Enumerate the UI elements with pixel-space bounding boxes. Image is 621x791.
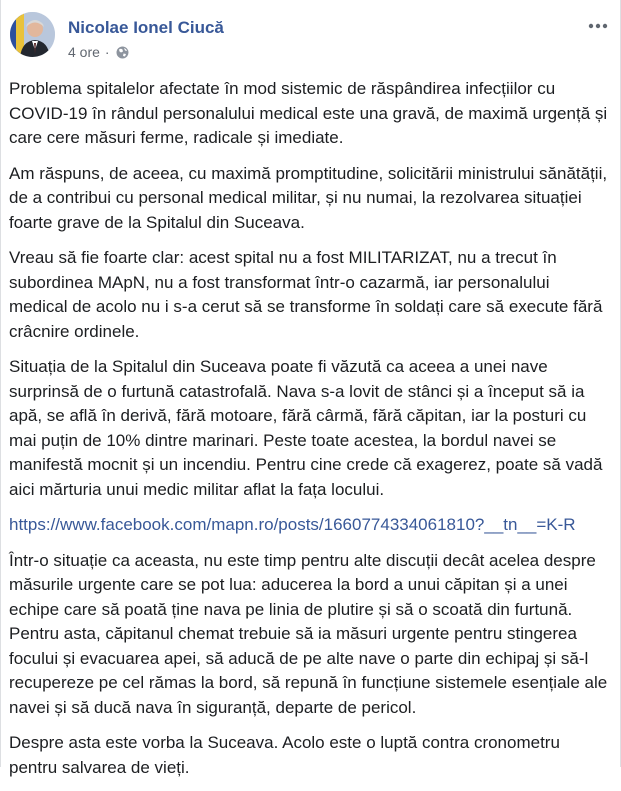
post-meta: [68, 44, 129, 60]
avatar[interactable]: [10, 12, 55, 57]
post-paragraph-6: Despre asta este vorba la Suceava. Acolo este o luptă contra cronometru pentru salvarea de vieți.: [9, 733, 560, 777]
globe-icon[interactable]: [116, 46, 129, 59]
post-paragraph-3: Vreau să fie foarte clar: acest spital nu a fost MILITARIZAT, nu a trecut în subordinea MApN, nu a fost transformat într-o cazarmă, iar personalului medical de acolo nu i s-a cerut să se transforme în soldați care să execute fără crâcnire ordinele.: [9, 248, 603, 341]
meta-separator: ·: [104, 44, 110, 60]
author-name-link[interactable]: Nicolae Ionel Ciucă: [68, 18, 224, 37]
post-paragraph-1: Problema spitalelor afectate în mod sistemic de răspândirea infecțiilor cu COVID-19 în rândul personalului medical este una gravă, de maximă urgență și care cere măsuri ferme, radicale și imediate.: [9, 79, 608, 147]
external-link[interactable]: https://www.facebook.com/mapn.ro/posts/1660774334061810?__tn__=K-R: [9, 515, 576, 534]
more-options-icon[interactable]: [583, 14, 613, 38]
post-paragraph-2: Am răspuns, de aceea, cu maximă promptitudine, solicitării ministrului sănătății, de a contribui cu personal medical militar, și nu numai, la rezolvarea situației foarte grave de la Spitalul din Suceava.: [9, 163, 608, 232]
post-paragraph-5: Într-o situație ca aceasta, nu este timp pentru alte discuții decât acelea despre măsurile urgente care se pot lua: aducerea la bord a unui căpitan și a unei echipe care să poată ține nava pe linia de plutire și să o scoată din furtună. Pentru asta, căpitanul chemat trebuie să ia măsuri urgente pentru stingerea focului și evacuarea apei, să aducă de pe alte nave o parte din echipaj și să-l recupereze pe cel rămas la bord, să repună în funcțiune sistemele esențiale ale navei și să ducă nava în siguranță, departe de pericol.: [9, 550, 608, 717]
post-paragraph-4: Situația de la Spitalul din Suceava poate fi văzută ca aceea a unei nave surprinsă de o furtună catastrofală. Nava s-a lovit de stânci și a început să ia apă, se află în derivă, fără motoare, fără cârmă, fără căpitan, iar la posturi cu mai puțin de 10% dintre marinari. Peste toate acestea, la bordul navei se manifestă mocnit și un incendiu. Pentru cine crede că exagerez, poate să vadă aici mărturia unui medic militar aflat la fața locului.: [9, 357, 603, 499]
avatar-image: [10, 12, 55, 57]
timestamp-link[interactable]: 4 ore: [68, 44, 100, 60]
post-text: [9, 77, 609, 791]
post-link-paragraph: [9, 513, 609, 538]
